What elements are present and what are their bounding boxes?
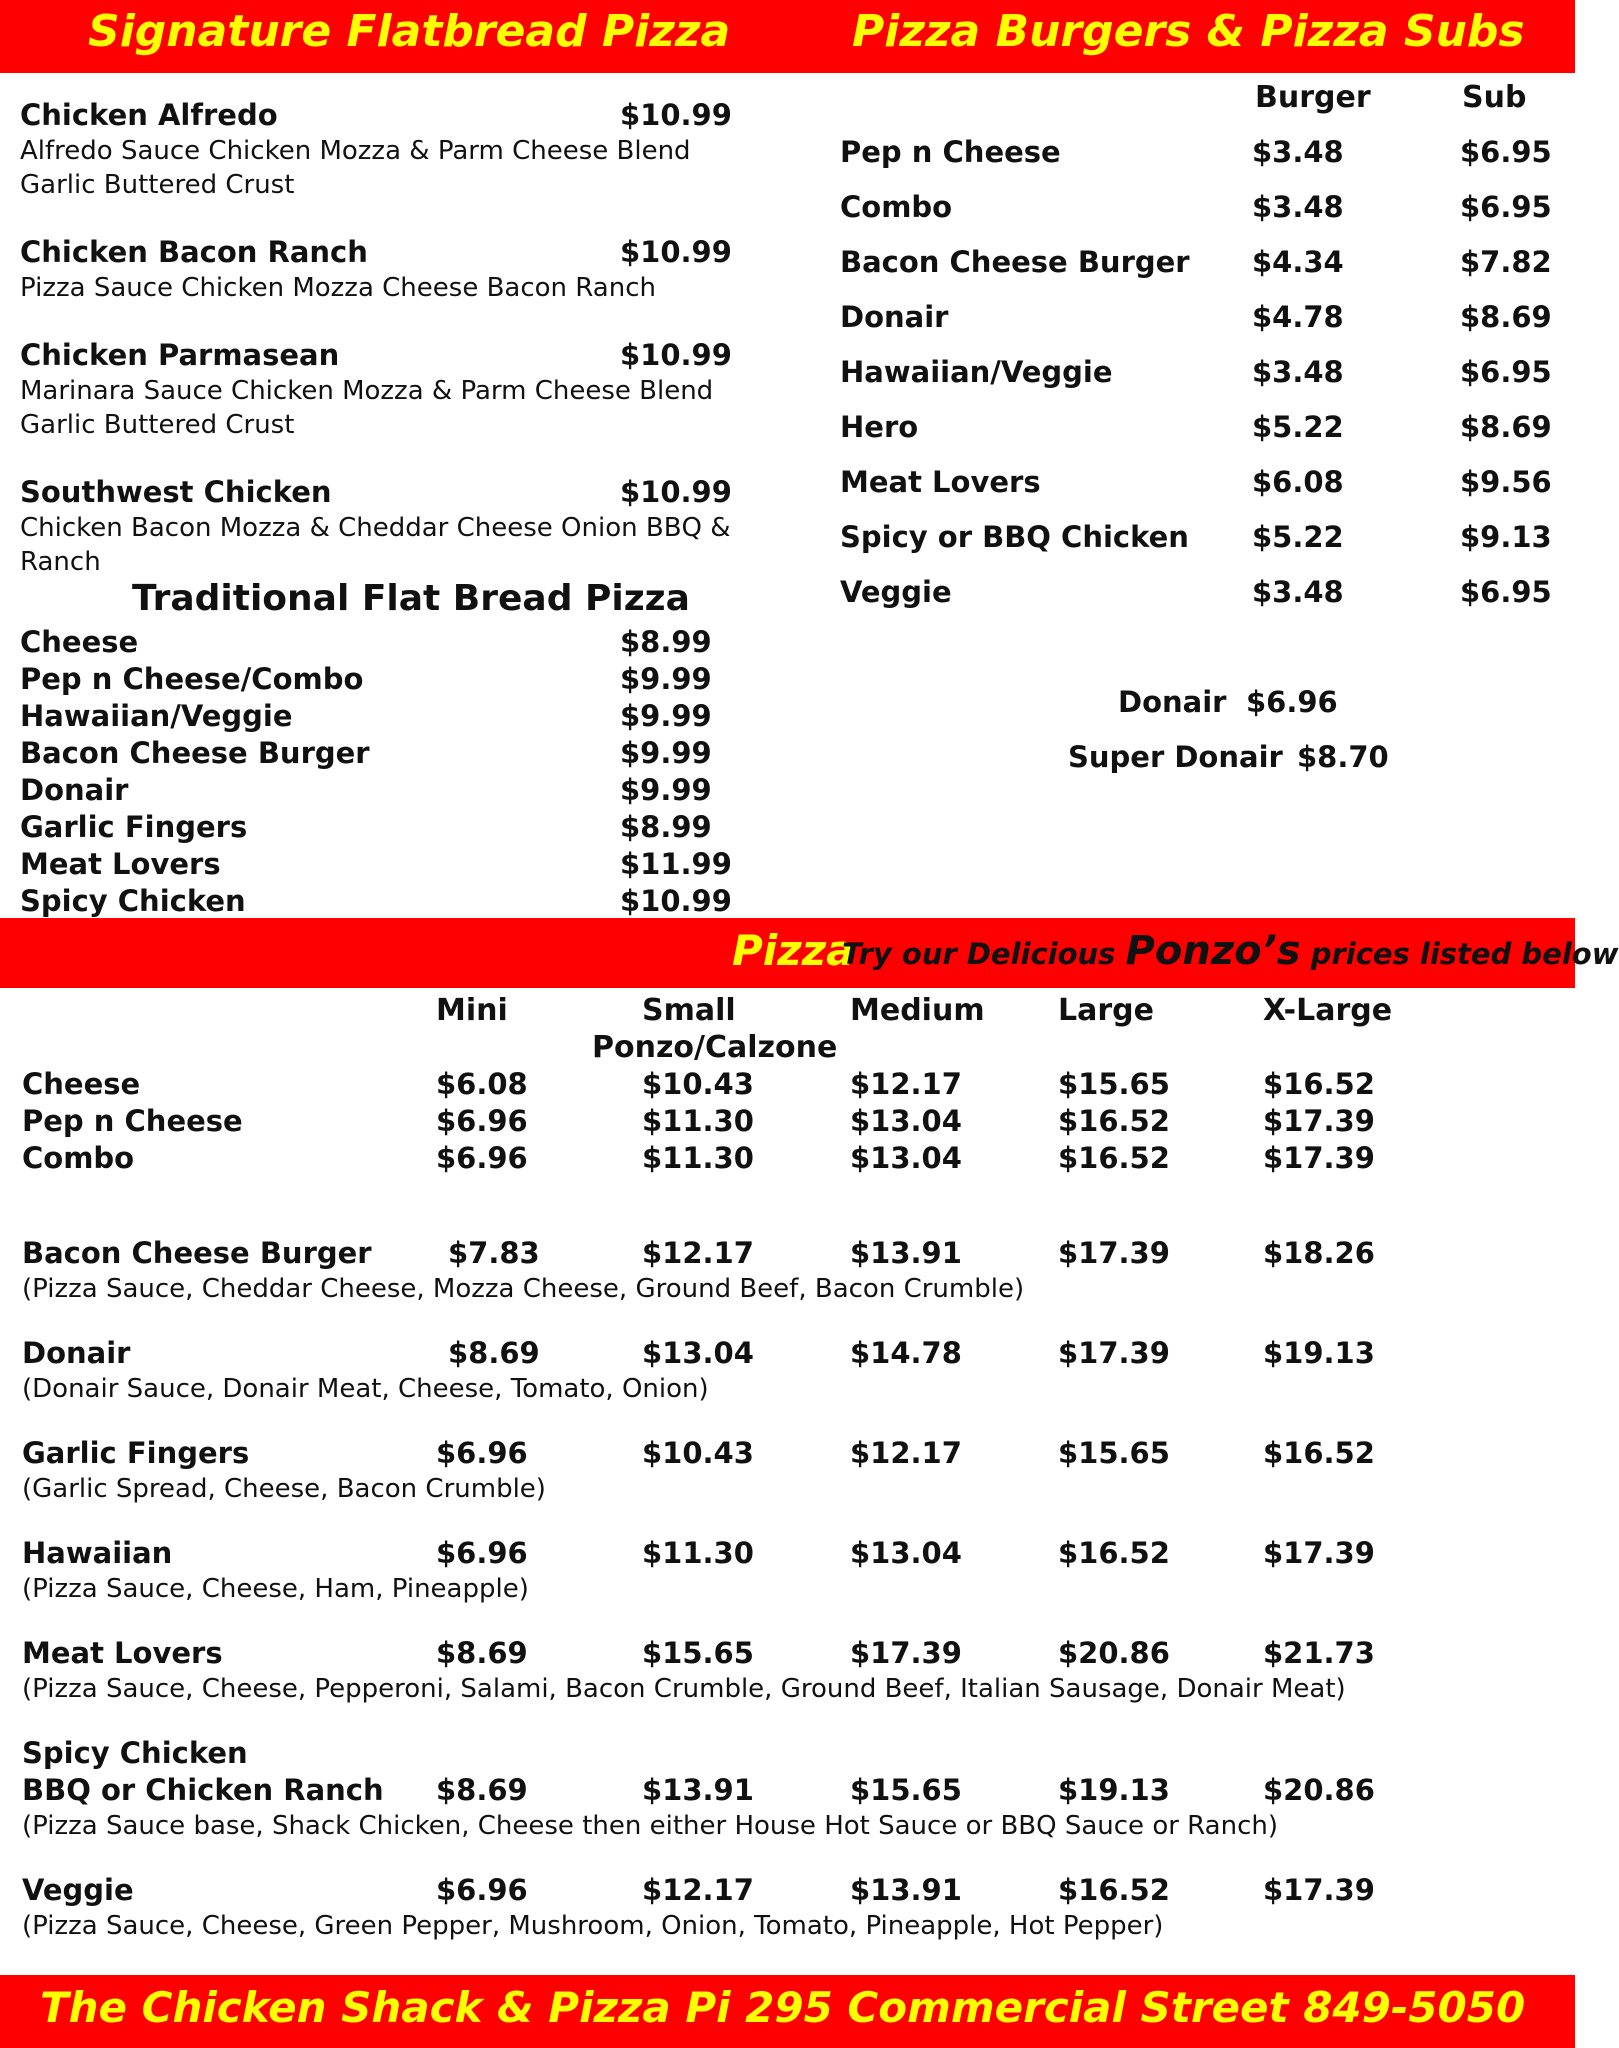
pizza-price: $17.39 [1263,1104,1375,1138]
traditional-item-price: $8.99 [620,625,712,659]
burger-price: $6.08 [1252,465,1344,499]
sub-price: $6.95 [1460,190,1552,224]
donair-label: Donair [1118,685,1227,719]
burger-price: $5.22 [1252,410,1344,444]
small-subheader: Ponzo/Calzone [592,1030,838,1065]
traditional-item-name: Spicy Chicken [20,884,246,918]
pizza-item-name: Veggie [22,1873,134,1907]
signature-item-name: Chicken Parmasean [20,338,340,372]
pizza-price: $16.52 [1058,1536,1170,1570]
sub-column-header: Sub [1462,80,1527,115]
pizza-price: $13.91 [642,1773,754,1807]
pizza-price: $15.65 [850,1773,962,1807]
pizza-item-desc: (Pizza Sauce, Cheese, Ham, Pineapple) [22,1574,529,1604]
burger-price: $3.48 [1252,190,1344,224]
pizza-price: $13.04 [850,1141,962,1175]
promo-prefix: Try our Delicious [842,937,1126,971]
pizza-price: $12.17 [642,1873,754,1907]
pizza-price: $12.17 [850,1067,962,1101]
signature-section-title: Signature Flatbread Pizza [88,6,731,57]
super-donair-price: $8.70 [1297,740,1389,774]
pizza-item-name: Donair [22,1336,131,1370]
promo-brand: Ponzo’s [1125,928,1301,974]
mini-column-header: Mini [436,993,508,1028]
pizza-price: $12.17 [642,1236,754,1270]
burger-price: $4.34 [1252,245,1344,279]
burger-price: $3.48 [1252,355,1344,389]
pizza-price: $13.91 [850,1236,962,1270]
pizza-price: $16.52 [1263,1436,1375,1470]
traditional-item-price: $8.99 [620,810,712,844]
signature-item-name: Chicken Alfredo [20,98,278,132]
pizza-price: $8.69 [448,1336,540,1370]
signature-item-desc: Chicken Bacon Mozza & Cheddar Cheese Onion BBQ & [20,513,731,543]
pizza-section-title: Pizza [732,926,855,975]
pizza-price: $17.39 [1058,1236,1170,1270]
traditional-item-price: $9.99 [620,773,712,807]
pizza-item-desc: (Pizza Sauce, Cheese, Pepperoni, Salami, Bacon Crumble, Ground Beef, Italian Sausage, Donair Meat) [22,1674,1346,1704]
pizza-price: $6.96 [436,1436,528,1470]
pizza-item-desc: (Pizza Sauce, Cheese, Green Pepper, Mushroom, Onion, Tomato, Pineapple, Hot Pepper) [22,1911,1164,1941]
burger-item-name: Veggie [840,575,952,609]
burger-price: $3.48 [1252,135,1344,169]
burger-column-header: Burger [1255,80,1371,115]
large-column-header: Large [1058,993,1154,1028]
xlarge-column-header: X-Large [1263,993,1393,1028]
donair-price: $6.96 [1246,685,1338,719]
pizza-item-desc: (Donair Sauce, Donair Meat, Cheese, Tomato, Onion) [22,1374,709,1404]
pizza-price: $17.39 [1058,1336,1170,1370]
pizza-price: $12.17 [850,1436,962,1470]
burger-item-name: Bacon Cheese Burger [840,245,1190,279]
signature-item-desc: Alfredo Sauce Chicken Mozza & Parm Cheese Blend [20,136,691,166]
signature-item-name: Southwest Chicken [20,475,332,509]
signature-item-desc: Marinara Sauce Chicken Mozza & Parm Cheese Blend [20,376,714,406]
burger-item-name: Donair [840,300,949,334]
traditional-item-name: Cheese [20,625,139,659]
pizza-price: $7.83 [448,1236,540,1270]
sub-price: $6.95 [1460,575,1552,609]
pizza-price: $13.04 [642,1336,754,1370]
sub-price: $9.56 [1460,465,1552,499]
traditional-section-title: Traditional Flat Bread Pizza [132,578,690,619]
pizza-price: $8.69 [436,1773,528,1807]
pizza-price: $15.65 [1058,1436,1170,1470]
pizza-price: $8.69 [436,1636,528,1670]
signature-item-price: $10.99 [620,475,732,509]
burger-item-name: Hawaiian/Veggie [840,355,1113,389]
pizza-price: $17.39 [1263,1141,1375,1175]
traditional-item-price: $9.99 [620,736,712,770]
pizza-price: $19.13 [1263,1336,1375,1370]
sub-price: $8.69 [1460,410,1552,444]
pizza-item-name: Spicy Chicken [22,1736,248,1770]
pizza-price: $16.52 [1058,1141,1170,1175]
pizza-item-name: Hawaiian [22,1536,173,1570]
pizza-price: $14.78 [850,1336,962,1370]
pizza-price: $16.52 [1263,1067,1375,1101]
pizza-price: $6.96 [436,1141,528,1175]
burger-item-name: Meat Lovers [840,465,1041,499]
pizza-price: $20.86 [1263,1773,1375,1807]
traditional-item-name: Donair [20,773,129,807]
pizza-price: $16.52 [1058,1104,1170,1138]
sub-price: $8.69 [1460,300,1552,334]
signature-item-desc: Garlic Buttered Crust [20,170,295,200]
burger-item-name: Spicy or BBQ Chicken [840,520,1189,554]
sub-price: $7.82 [1460,245,1552,279]
pizza-price: $19.13 [1058,1773,1170,1807]
signature-item-desc: Pizza Sauce Chicken Mozza Cheese Bacon Ranch [20,273,656,303]
pizza-item-name: Meat Lovers [22,1636,223,1670]
pizza-price: $15.65 [642,1636,754,1670]
sub-price: $9.13 [1460,520,1552,554]
small-column-header: Small [642,993,736,1028]
pizza-price: $17.39 [1263,1873,1375,1907]
pizza-price: $6.08 [436,1067,528,1101]
pizza-price: $13.04 [850,1104,962,1138]
traditional-item-name: Meat Lovers [20,847,221,881]
pizza-item-desc: (Garlic Spread, Cheese, Bacon Crumble) [22,1474,546,1504]
sub-price: $6.95 [1460,355,1552,389]
pizza-price: $13.04 [850,1536,962,1570]
traditional-item-name: Pep n Cheese/Combo [20,662,364,696]
pizza-price: $10.43 [642,1067,754,1101]
traditional-item-price: $9.99 [620,699,712,733]
pizza-price: $10.43 [642,1436,754,1470]
pizza-item-name: Cheese [22,1067,141,1101]
burger-item-name: Pep n Cheese [840,135,1061,169]
pizza-price: $16.52 [1058,1873,1170,1907]
burger-price: $3.48 [1252,575,1344,609]
traditional-item-name: Garlic Fingers [20,810,248,844]
signature-item-price: $10.99 [620,338,732,372]
pizza-price: $15.65 [1058,1067,1170,1101]
traditional-item-price: $9.99 [620,662,712,696]
pizza-item-name: BBQ or Chicken Ranch [22,1773,384,1807]
sub-price: $6.95 [1460,135,1552,169]
signature-item-price: $10.99 [620,98,732,132]
pizza-item-name: Combo [22,1141,135,1175]
pizza-item-desc: (Pizza Sauce, Cheddar Cheese, Mozza Cheese, Ground Beef, Bacon Crumble) [22,1274,1025,1304]
pizza-item-desc: (Pizza Sauce base, Shack Chicken, Cheese then either House Hot Sauce or BBQ Sauce or Ranch) [22,1811,1278,1841]
pizza-item-name: Pep n Cheese [22,1104,243,1138]
pizza-price: $13.91 [850,1873,962,1907]
super-donair-label: Super Donair [1068,740,1283,774]
pizza-price: $11.30 [642,1141,754,1175]
signature-item-name: Chicken Bacon Ranch [20,235,368,269]
pizza-item-name: Bacon Cheese Burger [22,1236,372,1270]
pizza-price: $11.30 [642,1104,754,1138]
traditional-item-name: Bacon Cheese Burger [20,736,370,770]
pizza-promo-text [842,928,1619,974]
medium-column-header: Medium [850,993,985,1028]
burgers-section-title: Pizza Burgers & Pizza Subs [852,6,1525,57]
pizza-price: $18.26 [1263,1236,1375,1270]
traditional-item-price: $11.99 [620,847,732,881]
signature-item-desc: Garlic Buttered Crust [20,410,295,440]
traditional-item-name: Hawaiian/Veggie [20,699,293,733]
pizza-price: $11.30 [642,1536,754,1570]
footer-text: The Chicken Shack & Pizza Pi 295 Commercial Street 849-5050 [40,1983,1526,2032]
signature-item-price: $10.99 [620,235,732,269]
burger-item-name: Combo [840,190,953,224]
pizza-price: $21.73 [1263,1636,1375,1670]
pizza-price: $20.86 [1058,1636,1170,1670]
pizza-item-name: Garlic Fingers [22,1436,250,1470]
signature-item-desc: Ranch [20,547,101,577]
pizza-price: $17.39 [1263,1536,1375,1570]
promo-suffix: prices listed below [1300,937,1619,971]
pizza-price: $6.96 [436,1873,528,1907]
burger-item-name: Hero [840,410,919,444]
burger-price: $5.22 [1252,520,1344,554]
pizza-price: $6.96 [436,1104,528,1138]
pizza-price: $6.96 [436,1536,528,1570]
pizza-price: $17.39 [850,1636,962,1670]
burger-price: $4.78 [1252,300,1344,334]
traditional-item-price: $10.99 [620,884,732,918]
